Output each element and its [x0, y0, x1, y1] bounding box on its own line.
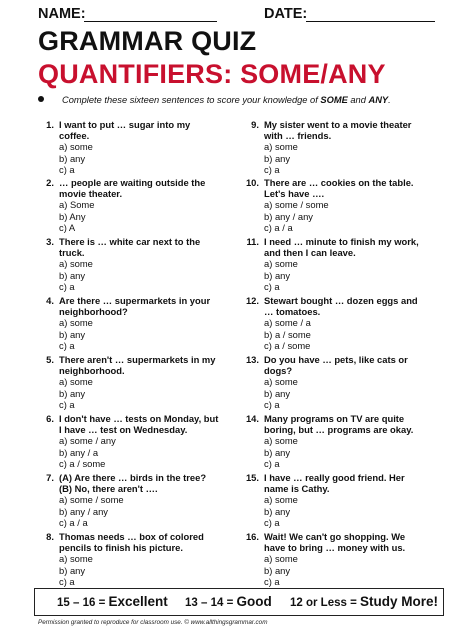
question-stem-line: movie theater.: [59, 188, 123, 200]
answer-options: [59, 317, 229, 351]
question-stem-line: (A) Are there … birds in the tree?: [59, 472, 207, 483]
answer-option-a[interactable]: a) some: [264, 494, 298, 506]
question-stem-line: Stewart bought … dozen eggs and: [264, 295, 418, 306]
answer-option-a[interactable]: a) some: [59, 317, 93, 329]
answer-option-a[interactable]: a) some / some: [59, 494, 124, 506]
score-key-box: [34, 588, 444, 616]
question-number: 12.: [245, 295, 259, 306]
answer-option-b[interactable]: b) any: [59, 564, 86, 576]
question-stem: [59, 236, 231, 258]
answer-options: [264, 494, 434, 528]
question-stem-line: have to bring … money with us.: [264, 542, 406, 554]
answer-option-c[interactable]: c) a / some: [264, 339, 311, 351]
question-stem-line: I have … test on Wednesday.: [59, 424, 188, 436]
answer-option-c[interactable]: c) a: [264, 398, 280, 410]
answer-option-c[interactable]: c) a: [59, 575, 75, 587]
answer-options: [264, 141, 434, 175]
score-good: [185, 594, 272, 609]
question-stem-line: I have … really good friend. Her: [264, 472, 405, 483]
answer-option-a[interactable]: a) some / some: [264, 199, 329, 211]
question-stem-line: There aren't … supermarkets in my: [59, 354, 216, 365]
question-number: 9.: [251, 119, 259, 130]
instructions: [38, 95, 391, 105]
question-stem-line: Are there … supermarkets in your: [59, 295, 211, 306]
answer-options: [59, 141, 229, 175]
name-date-header: [38, 6, 458, 26]
question-stem: [264, 177, 436, 199]
question-stem-line: (B) No, there aren't ….: [59, 483, 158, 495]
bullet-icon: [38, 96, 44, 102]
answer-option-b[interactable]: b) any / any: [264, 210, 313, 222]
answer-options: [264, 376, 434, 410]
answer-option-b[interactable]: b) any / any: [59, 505, 108, 517]
answer-option-a[interactable]: a) some: [264, 376, 298, 388]
permission-footer: Permission granted to reproduce for classroom use. © www.allthingsgrammar.com: [38, 619, 268, 626]
answer-option-b[interactable]: b) any: [264, 387, 291, 399]
answer-option-c[interactable]: c) a: [264, 163, 280, 175]
answer-option-a[interactable]: a) some: [59, 258, 93, 270]
answer-option-b[interactable]: b) any: [264, 564, 291, 576]
page-title: GRAMMAR QUIZ: [38, 26, 257, 56]
question-stem-line: neighborhood?: [59, 306, 128, 318]
question-stem-line: My sister went to a movie theater: [264, 119, 412, 130]
answer-option-c[interactable]: c) a: [264, 575, 280, 587]
answer-options: [264, 199, 434, 233]
instructions-text-end: .: [388, 95, 391, 105]
question-stem: [59, 472, 231, 494]
question-number: 13.: [245, 354, 259, 365]
answer-option-a[interactable]: a) some: [264, 435, 298, 447]
question-number: 14.: [245, 413, 259, 424]
question-stem: [59, 119, 231, 141]
answer-option-c[interactable]: c) a: [59, 163, 75, 175]
answer-options: [264, 435, 434, 469]
answer-option-b[interactable]: b) any: [59, 269, 86, 281]
question-stem-line: I don't have … tests on Monday, but: [59, 413, 219, 424]
question-stem-line: Many programs on TV are quite: [264, 413, 405, 424]
answer-option-a[interactable]: a) some: [264, 258, 298, 270]
question-number: 15.: [245, 472, 259, 483]
answer-option-b[interactable]: b) any: [59, 387, 86, 399]
answer-options: [264, 317, 434, 351]
question-stem-line: Wait! We can't go shopping. We: [264, 531, 406, 542]
question-stem: [264, 295, 436, 317]
score-label-3: Study More!: [360, 594, 439, 609]
question-stem-line: I want to put … sugar into my: [59, 119, 191, 130]
question-stem: [59, 531, 231, 553]
answer-option-c[interactable]: c) a / a: [59, 516, 88, 528]
question-number: 11.: [246, 236, 259, 247]
answer-option-c[interactable]: c) a / some: [59, 457, 106, 469]
question-stem-line: I need … minute to finish my work,: [264, 236, 419, 247]
answer-option-a[interactable]: a) some: [59, 141, 93, 153]
answer-option-a[interactable]: a) some / a: [264, 317, 311, 329]
score-range-2: 13 – 14 =: [185, 597, 237, 609]
question-stem: [264, 354, 436, 376]
question-stem-line: There is … white car next to the: [59, 236, 201, 247]
question-stem-line: name is Cathy.: [264, 483, 330, 495]
answer-options: [59, 199, 229, 233]
question-number: 8.: [46, 531, 54, 542]
question-stem: [59, 177, 231, 199]
question-number: 2.: [46, 177, 54, 188]
name-label: NAME:: [38, 6, 86, 22]
question-stem-line: There are … cookies on the table.: [264, 177, 414, 188]
question-stem-line: and then I can leave.: [264, 247, 356, 259]
question-stem-line: with … friends.: [264, 130, 332, 142]
answer-option-a[interactable]: a) some / any: [59, 435, 116, 447]
answer-option-a[interactable]: a) Some: [59, 199, 95, 211]
instructions-text: Complete these sixteen sentences to score your knowledge of: [62, 95, 321, 105]
question-stem-line: Do you have … pets, like cats or: [264, 354, 408, 365]
answer-options: [59, 258, 229, 292]
answer-option-b[interactable]: b) any / a: [59, 446, 99, 458]
answer-option-b[interactable]: b) Any: [59, 210, 86, 222]
question-number: 10.: [245, 177, 259, 188]
question-stem-line: pencils to finish his picture.: [59, 542, 183, 554]
answer-option-b[interactable]: b) any: [264, 269, 291, 281]
question-stem-line: boring, but … programs are okay.: [264, 424, 414, 436]
score-range-1: 15 – 16 =: [57, 597, 109, 609]
question-stem-line: coffee.: [59, 130, 90, 142]
answer-option-a[interactable]: a) some: [264, 553, 298, 565]
question-stem-line: dogs?: [264, 365, 293, 377]
score-study-more: [290, 594, 438, 609]
page-subtitle: QUANTIFIERS: SOME/ANY: [38, 59, 386, 89]
question-stem: [59, 354, 231, 376]
answer-option-c[interactable]: c) a / a: [264, 221, 293, 233]
answer-options: [59, 435, 229, 469]
name-blank-line[interactable]: [84, 21, 217, 22]
answer-option-b[interactable]: b) any: [59, 328, 86, 340]
answer-option-c[interactable]: c) a: [59, 398, 75, 410]
question-stem: [264, 236, 436, 258]
answer-option-b[interactable]: b) any: [264, 152, 291, 164]
question-stem-line: neighborhood.: [59, 365, 125, 377]
question-stem-line: … tomatoes.: [264, 306, 321, 318]
answer-option-c[interactable]: c) a: [59, 339, 75, 351]
question-number: 1.: [46, 119, 54, 130]
answer-option-c[interactable]: c) A: [59, 221, 76, 233]
question-stem: [264, 531, 436, 553]
question-number: 4.: [46, 295, 54, 306]
instructions-text-mid: and: [347, 95, 369, 105]
question-stem-line: Thomas needs … box of colored: [59, 531, 204, 542]
question-stem-line: … people are waiting outside the: [59, 177, 206, 188]
score-label-2: Good: [236, 594, 272, 609]
keyword-any: ANY: [368, 95, 389, 105]
answer-option-a[interactable]: a) some: [59, 553, 93, 565]
answer-options: [264, 258, 434, 292]
answer-option-b[interactable]: b) a / some: [264, 328, 311, 340]
answer-option-c[interactable]: c) a: [264, 457, 280, 469]
answer-options: [264, 553, 434, 587]
answer-options: [59, 553, 229, 587]
question-number: 6.: [46, 413, 54, 424]
question-stem: [264, 119, 436, 141]
question-number: 3.: [46, 236, 54, 247]
answer-option-a[interactable]: a) some: [59, 376, 93, 388]
question-stem-line: truck.: [59, 247, 85, 259]
score-range-3: 12 or Less =: [290, 597, 360, 609]
keyword-some: SOME: [320, 95, 348, 105]
answer-option-c[interactable]: c) a: [264, 280, 280, 292]
question-stem: [59, 295, 231, 317]
question-stem: [59, 413, 231, 435]
answer-option-c[interactable]: c) a: [264, 516, 280, 528]
answer-option-a[interactable]: a) some: [264, 141, 298, 153]
question-number: 7.: [46, 472, 54, 483]
answer-option-c[interactable]: c) a: [59, 280, 75, 292]
question-stem: [264, 413, 436, 435]
answer-options: [59, 376, 229, 410]
answer-options: [59, 494, 229, 528]
question-number: 5.: [46, 354, 54, 365]
answer-option-b[interactable]: b) any: [59, 152, 86, 164]
date-blank-line[interactable]: [306, 21, 435, 22]
date-label: DATE:: [264, 6, 308, 22]
score-label-1: Excellent: [108, 594, 168, 609]
question-number: 16.: [245, 531, 259, 542]
answer-option-b[interactable]: b) any: [264, 446, 291, 458]
question-stem-line: Let's have ….: [264, 188, 325, 200]
answer-option-b[interactable]: b) any: [264, 505, 291, 517]
question-stem: [264, 472, 436, 494]
score-excellent: [57, 594, 168, 609]
